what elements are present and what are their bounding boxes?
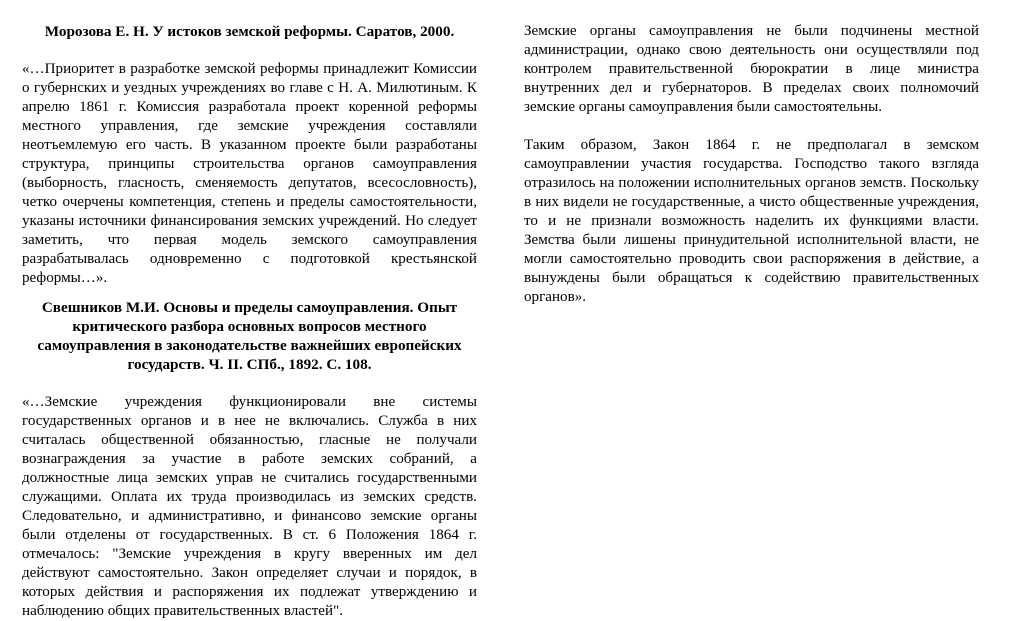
source-heading-sveshnikov: Свешников М.И. Основы и пределы самоуправления. Опыт критического разбора основных вопросов местного самоуправления в законодательстве важнейших европейских государств. Ч. II. СПб., 1892. С. 108. xyxy=(37,299,462,373)
quote-paragraph-sveshnikov: «…Земские учреждения функционировали вне системы государственных органов и в нее не включались. Служба в них считалась общественной обязанностью, гласные не получали вознаграждения за участие в работе земских собраний, а должностные лица земских управ не считались государственными служащими. Оплата их труда производилась из земских средств. Следовательно, и административно, и финансово земские органы были отделены от государственных. В ст. 6 Положения 1864 г. отмечалось: "Земские учреждения в кругу вверенных им дел действуют самостоятельно. Закон определяет случаи и порядок, в которых действия и распоряжения их подлежат утверждению и наблюдению общих правительственных властей". xyxy=(22,394,477,619)
right-column xyxy=(524,22,979,307)
left-column xyxy=(22,22,477,621)
quote-paragraph-morozova: «…Приоритет в разработке земской реформы принадлежит Комиссии о губернских и уездных учреждениях во главе с Н. А. Милютиным. К апрелю 1861 г. Комиссия разработала проект коренной реформы местного управления, где земские учреждения составляли неотъемлемую его часть. В указанном проекте были разработаны структура, принципы строительства органов самоуправления (выборность, гласность, сменяемость депутатов, всесословность), четко очерчены компетенция, степень и пределы самостоятельности, указаны источники финансирования земских учреждений. Но следует заметить, что первая модель земского самоуправления разрабатывалась одновременно с подготовкой крестьянской реформы…». xyxy=(22,61,477,286)
continuation-paragraph-1: Земские органы самоуправления не были подчинены местной администрации, однако свою деятельность они осуществляли под контролем правительственной бюрократии в лице министра внутренних дел и губернаторов. В пределах своих полномочий земские органы самоуправления были самостоятельны. xyxy=(524,23,979,115)
continuation-paragraph-2: Таким образом, Закон 1864 г. не предполагал в земском самоуправлении участия государства. Господство такого взгляда отразилось на положении исполнительных органов земств. Поскольку в них видели не государственные, а чисто общественные учреждения, то и не признали возможность наделить их функциями власти. Земства были лишены принудительной исполнительной власти, не могли самостоятельно проводить свои распоряжения в действие, а вынуждены были обращаться к содействию правительственных органов». xyxy=(524,137,979,305)
source-heading-morozova: Морозова Е. Н. У истоков земской реформы. Саратов, 2000. xyxy=(44,23,455,40)
